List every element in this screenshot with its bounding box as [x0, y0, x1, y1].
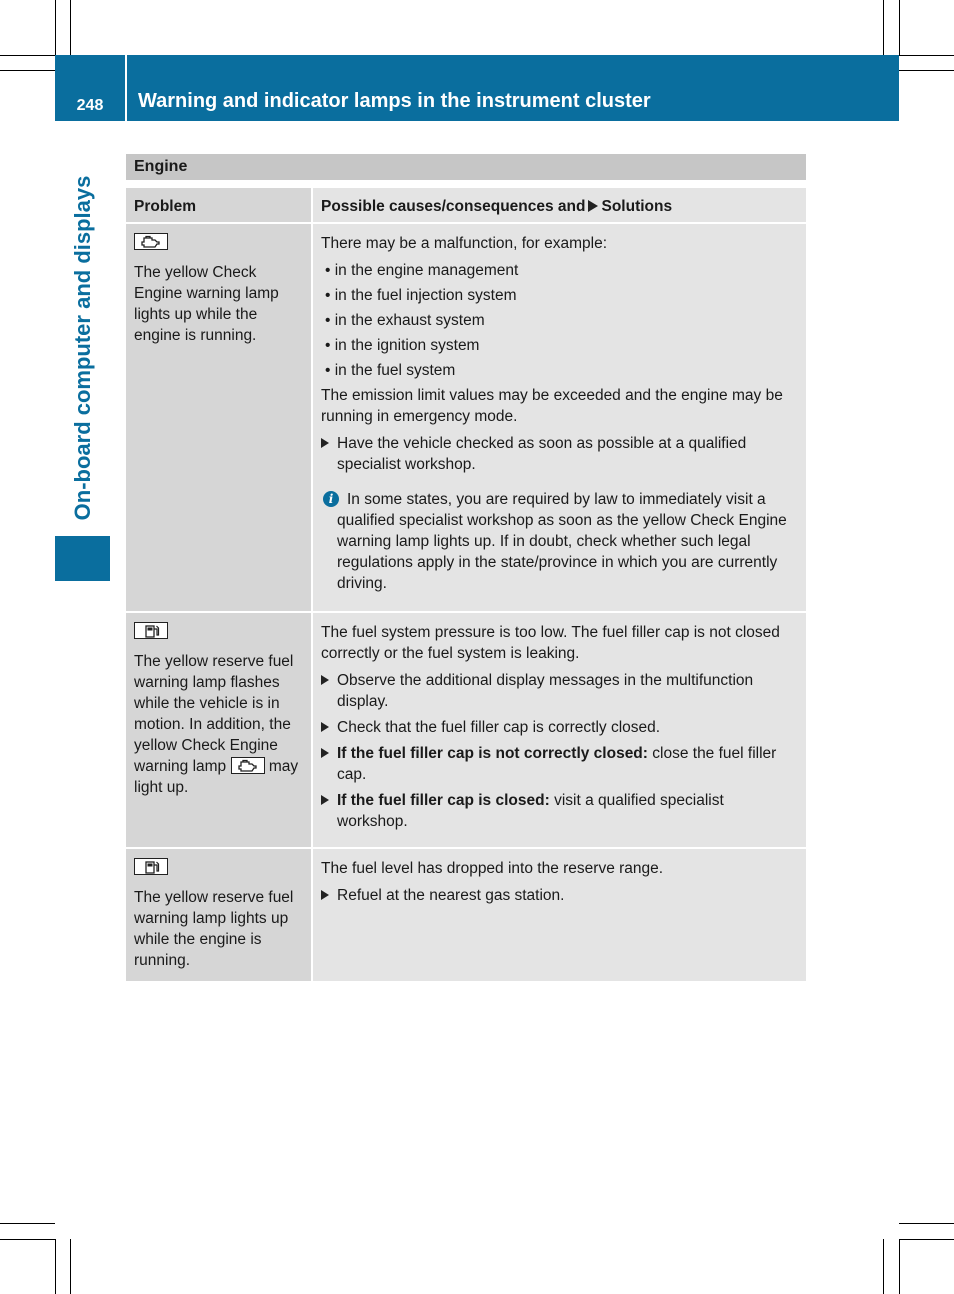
arrow-icon — [321, 890, 329, 900]
check-engine-icon — [134, 233, 168, 250]
check-engine-icon — [231, 757, 265, 774]
solution-cell — [312, 223, 806, 612]
cause-intro: The fuel level has dropped into the reserve range. — [321, 860, 664, 877]
header-separator — [125, 55, 127, 121]
fuel-pump-icon — [134, 622, 168, 639]
problem-text-after: may light up. — [134, 758, 299, 796]
step-condition: If the fuel filler cap is closed: — [337, 792, 550, 809]
arrow-icon — [321, 722, 329, 732]
section-heading-text: Engine — [134, 158, 188, 175]
solution-step — [321, 433, 798, 475]
crop-mark — [70, 0, 71, 55]
problem-cell — [126, 848, 312, 982]
crop-mark — [899, 70, 954, 71]
crop-mark — [0, 55, 55, 56]
step-text: Refuel at the nearest gas station. — [337, 887, 565, 904]
list-item: • in the ignition system — [321, 335, 798, 356]
step-condition: If the fuel filler cap is not correctly closed: — [337, 745, 648, 762]
list-item: • in the fuel system — [321, 360, 798, 381]
solution-step — [321, 670, 798, 712]
problem-text — [134, 651, 303, 798]
solution-cell — [312, 848, 806, 982]
table-row — [126, 223, 806, 612]
consequence-text: The emission limit values may be exceeded and the engine may be running in emergency mode. — [321, 387, 783, 425]
column-header-solutions — [312, 188, 806, 223]
arrow-icon — [321, 748, 329, 758]
page-title: Warning and indicator lamps in the instrument cluster — [138, 90, 651, 112]
cause-intro: The fuel system pressure is too low. The fuel filler cap is not closed correctly or the fuel system is leaking. — [321, 624, 780, 662]
crop-mark — [899, 1223, 954, 1224]
crop-mark — [899, 55, 954, 56]
arrow-icon — [321, 675, 329, 685]
solution-step — [321, 717, 798, 738]
crop-mark — [70, 1239, 71, 1294]
list-item: • in the engine management — [321, 260, 798, 281]
fuel-pump-icon — [134, 858, 168, 875]
problem-text-before: The yellow reserve fuel warning lamp flashes while the vehicle is in motion. In addition, the yellow Check Engine warning lamp — [134, 653, 294, 775]
solutions-suffix: Solutions — [601, 197, 673, 215]
arrow-icon — [321, 795, 329, 805]
solution-step — [321, 743, 798, 785]
table-row — [126, 848, 806, 982]
step-text: close the fuel filler cap. — [337, 745, 777, 783]
step-text: Check that the fuel filler cap is correctly closed. — [337, 719, 661, 736]
page-number: 248 — [76, 97, 104, 114]
problem-text: The yellow reserve fuel warning lamp lights up while the engine is running. — [134, 889, 294, 969]
crop-mark — [0, 1239, 55, 1240]
problem-text: The yellow Check Engine warning lamp lights up while the engine is running. — [134, 264, 279, 344]
crop-mark — [55, 1239, 56, 1294]
info-note — [321, 489, 798, 594]
crop-mark — [0, 1223, 55, 1224]
crop-mark — [883, 0, 884, 55]
step-text: Have the vehicle checked as soon as possible at a qualified specialist workshop. — [337, 435, 747, 473]
note-text: In some states, you are required by law to immediately visit a qualified specialist workshop as soon as the yellow Check Engine warning lamp lights up. If in doubt, check whether such legal regulations apply in the state/province in which you are currently driving. — [337, 491, 787, 592]
arrow-icon — [588, 200, 598, 212]
crop-mark — [883, 1239, 884, 1294]
step-text: visit a qualified specialist workshop. — [337, 792, 724, 830]
crop-mark — [899, 1239, 900, 1294]
side-tab-marker — [55, 536, 110, 581]
table-header-row — [126, 188, 806, 223]
warning-lamp-table — [126, 188, 806, 983]
solution-cell — [312, 612, 806, 848]
info-icon: i — [323, 491, 339, 507]
crop-mark — [899, 1239, 954, 1240]
crop-mark — [899, 0, 900, 55]
crop-mark — [55, 0, 56, 55]
solution-step — [321, 885, 798, 906]
solution-step — [321, 790, 798, 832]
side-chapter-title: On-board computer and displays — [70, 175, 95, 521]
cause-list — [321, 260, 798, 381]
solutions-prefix: Possible causes/consequences and — [321, 197, 586, 215]
section-heading — [126, 154, 806, 180]
list-item: • in the exhaust system — [321, 310, 798, 331]
arrow-icon — [321, 438, 329, 448]
crop-mark — [0, 70, 55, 71]
column-header-problem: Problem — [126, 188, 312, 223]
step-text: Observe the additional display messages in the multifunction display. — [337, 672, 754, 710]
problem-cell — [126, 612, 312, 848]
problem-cell — [126, 223, 312, 612]
cause-intro: There may be a malfunction, for example: — [321, 235, 608, 252]
table-row — [126, 612, 806, 848]
list-item: • in the fuel injection system — [321, 285, 798, 306]
